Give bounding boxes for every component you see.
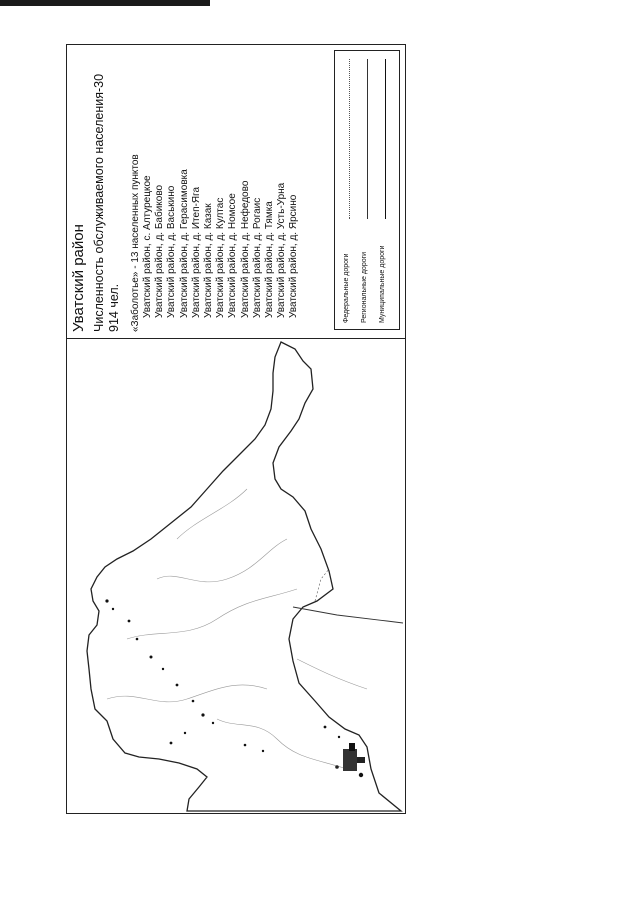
- legend-label-regional: Региональные дороги: [361, 251, 368, 323]
- legend-label-municipal: Муниципальные дороги: [379, 245, 386, 323]
- district-title: Уватский район: [70, 224, 87, 332]
- settlement-group-heading: «Заболотье» - 13 населенных пунктов: [130, 154, 141, 332]
- settlement-list: [142, 169, 301, 318]
- list-item: Уватский район, д. Рогаис: [251, 197, 263, 318]
- town-cluster: [335, 743, 365, 777]
- list-item: Уватский район, д. Бабиково: [154, 184, 166, 318]
- district-map: [67, 339, 405, 813]
- legend-label-federal: Федеральные дороги: [343, 253, 350, 323]
- list-item: Уватский район, д. Казак: [203, 203, 215, 318]
- map-legend: [334, 50, 400, 330]
- list-item: Уватский район, д. Васькино: [166, 185, 178, 318]
- regional-road-symbol: [367, 59, 368, 219]
- internal-boundary: [315, 569, 329, 601]
- river-network: [107, 489, 367, 769]
- legend-row-federal: [341, 55, 359, 323]
- district-boundary: [87, 342, 401, 811]
- internal-boundary: [293, 607, 403, 623]
- federal-road-symbol: [349, 59, 350, 219]
- list-item: Уватский район, д. Итеп-Яга: [190, 186, 202, 318]
- legend-row-municipal: [377, 55, 395, 323]
- legend-row-regional: [359, 55, 377, 323]
- population-text: Численность обслуживаемого населения-30 914 чел.: [92, 73, 121, 332]
- list-item: Уватский район, д. Усть-Урна: [276, 182, 288, 318]
- info-panel: [66, 44, 406, 338]
- list-item: Уватский район, д. Ярсино: [288, 194, 300, 318]
- map-canvas: [67, 339, 405, 813]
- list-item: Уватский район, с. Алтурецкое: [142, 175, 153, 318]
- list-item: Уватский район, д. Тямка: [264, 201, 276, 318]
- list-item: Уватский район, д. Нефедово: [239, 180, 251, 318]
- municipal-road-symbol: [385, 59, 386, 219]
- list-item: Уватский район, д. Герасимовка: [178, 169, 190, 318]
- list-item: Уватский район, д. Култас: [215, 197, 227, 318]
- scan-edge-mark: [0, 0, 210, 6]
- settlement-markers: [105, 599, 340, 752]
- list-item: Уватский район, д. Номсое: [227, 193, 239, 318]
